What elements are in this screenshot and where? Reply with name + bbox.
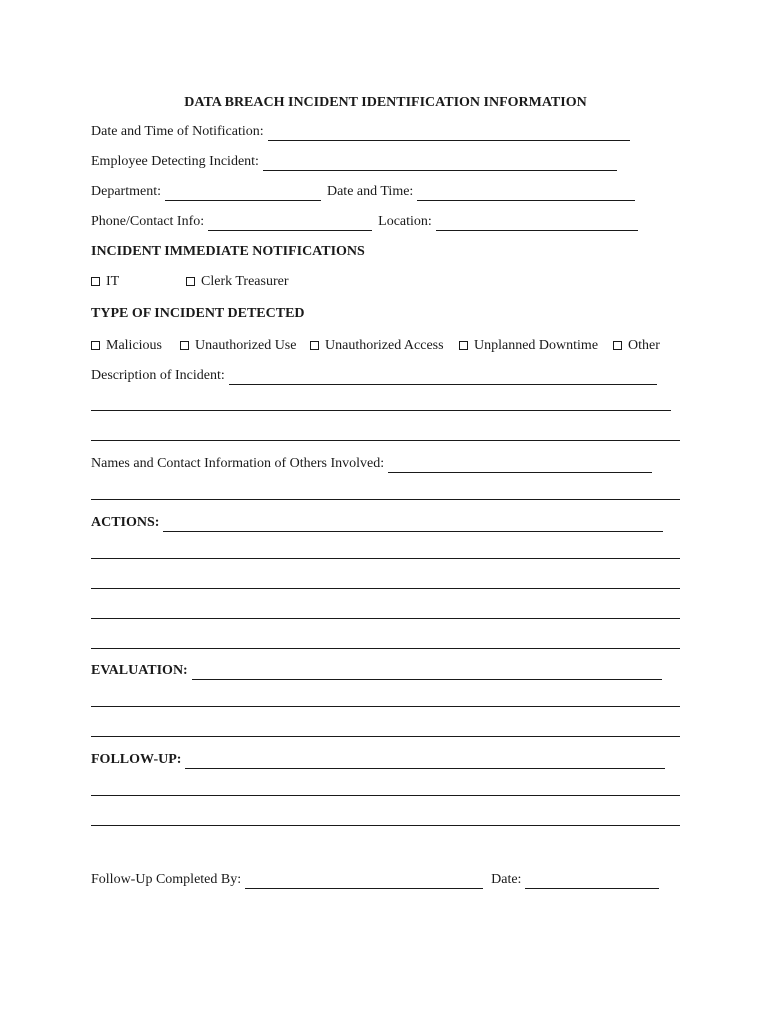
option-label: IT: [106, 274, 120, 289]
department-row: [91, 183, 680, 201]
department-field[interactable]: [165, 186, 321, 201]
option-label: Other: [628, 338, 660, 353]
followup-line-3[interactable]: [91, 825, 680, 826]
department-label: Department:: [91, 184, 161, 199]
location-label: Location:: [378, 214, 432, 229]
description-row: [91, 367, 680, 385]
description-line-2[interactable]: [91, 410, 671, 411]
actions-line-5[interactable]: [91, 648, 680, 649]
form-page: [91, 0, 680, 1024]
checkbox-icon[interactable]: [310, 341, 319, 350]
checkbox-icon[interactable]: [91, 277, 100, 286]
actions-line-2[interactable]: [91, 558, 680, 559]
option-label: Unauthorized Access: [325, 338, 444, 353]
followup-line-2[interactable]: [91, 795, 680, 796]
notifications-heading: INCIDENT IMMEDIATE NOTIFICATIONS: [91, 244, 365, 259]
type-unauthorized-use-option[interactable]: [180, 337, 296, 355]
phone-contact-field[interactable]: [208, 216, 372, 231]
phone-contact-label: Phone/Contact Info:: [91, 214, 205, 229]
employee-detecting-field[interactable]: [263, 156, 617, 171]
location-field[interactable]: [436, 216, 638, 231]
evaluation-line-2[interactable]: [91, 706, 680, 707]
others-involved-line-2[interactable]: [91, 499, 680, 500]
option-label: Unplanned Downtime: [474, 338, 599, 353]
evaluation-field[interactable]: [192, 665, 662, 680]
incident-type-heading: TYPE OF INCIDENT DETECTED: [91, 306, 305, 321]
evaluation-line-3[interactable]: [91, 736, 680, 737]
notification-datetime-row: [91, 123, 680, 141]
completed-by-row: [91, 871, 680, 889]
actions-label: ACTIONS:: [91, 515, 160, 530]
option-label: Clerk Treasurer: [201, 274, 289, 289]
description-field[interactable]: [229, 370, 657, 385]
followup-field[interactable]: [185, 754, 665, 769]
checkbox-icon[interactable]: [186, 277, 195, 286]
description-line-3[interactable]: [91, 440, 680, 441]
completed-by-field[interactable]: [245, 874, 483, 889]
date-field[interactable]: [525, 874, 659, 889]
followup-row: [91, 751, 680, 769]
others-involved-field[interactable]: [388, 458, 652, 473]
notify-it-option[interactable]: [91, 273, 119, 291]
actions-line-4[interactable]: [91, 618, 680, 619]
option-label: Unauthorized Use: [195, 338, 297, 353]
completed-by-label: Follow-Up Completed By:: [91, 872, 242, 887]
others-involved-row: [91, 455, 680, 473]
type-unauthorized-access-option[interactable]: [310, 337, 444, 355]
actions-field[interactable]: [163, 517, 663, 532]
others-involved-label: Names and Contact Information of Others Involved:: [91, 456, 385, 471]
type-malicious-option[interactable]: [91, 337, 162, 355]
evaluation-label: EVALUATION:: [91, 663, 188, 678]
date-and-time-label: Date and Time:: [326, 184, 414, 199]
actions-row: [91, 514, 680, 532]
option-label: Malicious: [106, 338, 162, 353]
notify-clerk-treasurer-option[interactable]: [186, 273, 289, 291]
notification-datetime-field[interactable]: [268, 126, 630, 141]
actions-line-3[interactable]: [91, 588, 680, 589]
notification-datetime-label: Date and Time of Notification:: [91, 124, 264, 139]
type-unplanned-downtime-option[interactable]: [459, 337, 598, 355]
checkbox-icon[interactable]: [613, 341, 622, 350]
description-label: Description of Incident:: [91, 368, 225, 383]
checkbox-icon[interactable]: [180, 341, 189, 350]
followup-label: FOLLOW-UP:: [91, 752, 182, 767]
type-other-option[interactable]: [613, 337, 660, 355]
checkbox-icon[interactable]: [91, 341, 100, 350]
employee-detecting-label: Employee Detecting Incident:: [91, 154, 259, 169]
evaluation-row: [91, 662, 680, 680]
date-label: Date:: [491, 872, 522, 887]
checkbox-icon[interactable]: [459, 341, 468, 350]
date-and-time-field[interactable]: [417, 186, 635, 201]
employee-detecting-row: [91, 153, 680, 171]
form-title: DATA BREACH INCIDENT IDENTIFICATION INFORMATION: [184, 95, 587, 110]
phone-row: [91, 213, 680, 231]
